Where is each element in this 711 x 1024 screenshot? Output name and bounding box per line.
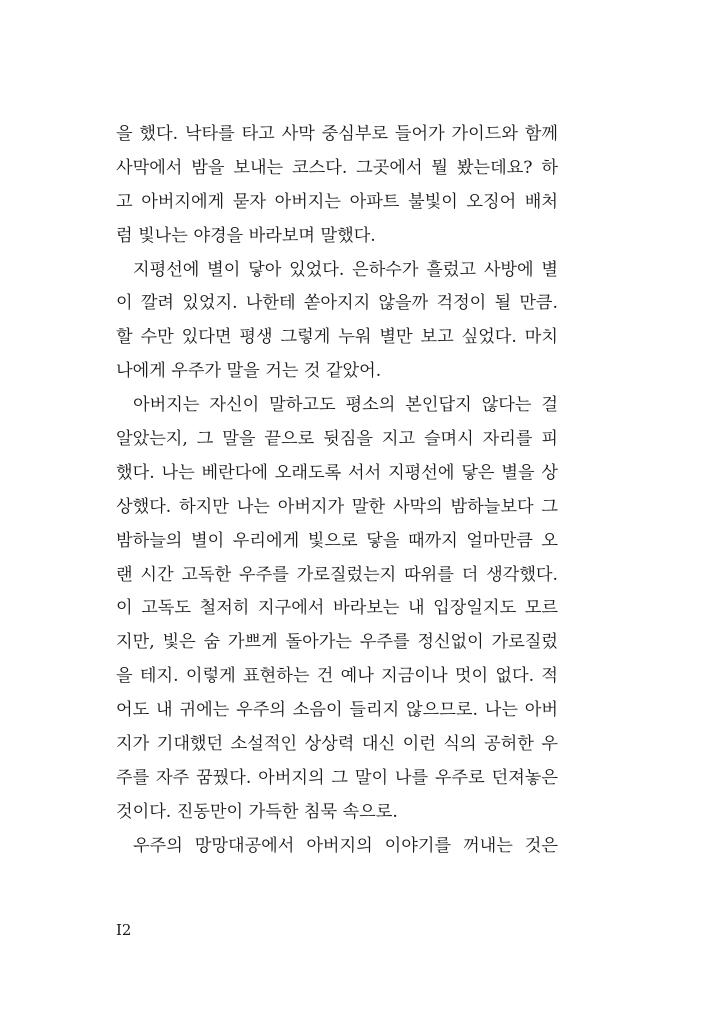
text-line: 했다. 나는 베란다에 오래도록 서서 지평선에 닿은 별을 상 xyxy=(116,462,558,483)
text-line: 주를 자주 꿈꿨다. 아버지의 그 말이 나를 우주로 던져놓은 xyxy=(116,767,558,788)
text-line: 럼 빛나는 야경을 바라보며 말했다. xyxy=(116,225,376,246)
page-number: I2 xyxy=(116,921,132,939)
text-line: 아버지는 자신이 말하고도 평소의 본인답지 않다는 걸 xyxy=(133,395,558,416)
text-line: 고 아버지에게 묻자 아버지는 아파트 불빛이 오징어 배처 xyxy=(116,191,558,212)
text-line: 할 수만 있다면 평생 그렇게 누워 별만 보고 싶었다. 마치 xyxy=(116,327,558,348)
text-line: 이 깔려 있었지. 나한테 쏟아지지 않을까 걱정이 될 만큼. xyxy=(116,293,558,314)
body-text xyxy=(116,118,558,864)
text-line: 을 했다. 낙타를 타고 사막 중심부로 들어가 가이드와 함께 xyxy=(116,124,558,144)
text-line: 나에게 우주가 말을 거는 것 같았어. xyxy=(116,361,382,382)
text-line: 우주의 망망대공에서 아버지의 이야기를 꺼내는 것은 xyxy=(133,835,558,856)
text-line: 것이다. 진동만이 가득한 침묵 속으로. xyxy=(116,801,398,822)
text-line: 을 테지. 이렇게 표현하는 건 예나 지금이나 멋이 없다. 적 xyxy=(116,666,558,687)
text-line: 이 고독도 철저히 지구에서 바라보는 내 입장일지도 모르 xyxy=(116,598,558,619)
text-line: 랜 시간 고독한 우주를 가로질렀는지 따위를 더 생각했다. xyxy=(116,564,558,585)
text-line: 지만, 빛은 숨 가쁘게 돌아가는 우주를 정신없이 가로질렀 xyxy=(116,632,558,653)
text-line: 사막에서 밤을 보내는 코스다. 그곳에서 뭘 봤는데요? 하 xyxy=(116,157,558,178)
text-line: 밤하늘의 별이 우리에게 빛으로 닿을 때까지 얼마만큼 오 xyxy=(116,530,558,551)
text-line: 어도 내 귀에는 우주의 소음이 들리지 않으므로. 나는 아버 xyxy=(116,700,558,721)
text-line: 지평선에 별이 닿아 있었다. 은하수가 흘렀고 사방에 별 xyxy=(133,259,558,280)
text-line: 알았는지, 그 말을 끝으로 뒷짐을 지고 슬며시 자리를 피 xyxy=(116,429,558,450)
text-line: 상했다. 하지만 나는 아버지가 말한 사막의 밤하늘보다 그 xyxy=(116,496,558,517)
text-line: 지가 기대했던 소설적인 상상력 대신 이런 식의 공허한 우 xyxy=(116,734,558,755)
